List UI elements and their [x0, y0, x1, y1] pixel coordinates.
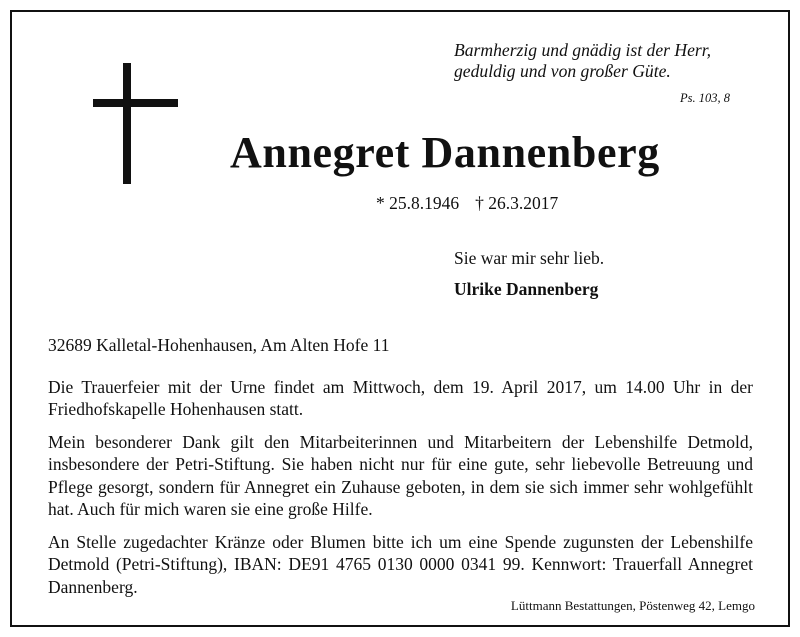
birth-date: * 25.8.1946 — [376, 193, 460, 213]
signature: Ulrike Dannenberg — [454, 279, 599, 299]
funeral-paragraph: Die Trauerfeier mit der Urne findet am Mittwoch, dem 19. April 2017, um 14.00 Uhr in der Friedhofskapelle Hohenhausen statt. — [48, 377, 753, 420]
funeral-home-footer: Lüttmann Bestattungen, Pöstenweg 42, Lemgo — [510, 598, 755, 613]
personal-message: Sie war mir sehr lieb. — [454, 248, 605, 268]
death-date: † 26.3.2017 — [475, 193, 559, 213]
thanks-paragraph: Mein besonderer Dank gilt den Mitarbeiterinnen und Mitarbeitern der Lebenshilfe Detmold, insbesondere der Petri-Stiftung. Sie haben nicht nur für eine gute, sehr liebevolle Betreuung und Pflege gesorgt, sondern für Annegret ein Zuhause geboten, in dem sie sich immer sehr wohlgefühlt hat. Auch für mich waren sie eine große Hilfe. — [48, 432, 753, 519]
cross-horizontal-bar — [93, 99, 178, 107]
mourner-address: 32689 Kalletal-Hohenhausen, Am Alten Hofe 11 — [48, 335, 390, 355]
donation-paragraph: An Stelle zugedachter Kränze oder Blumen bitte ich um eine Spende zugunsten der Lebenshilfe Detmold (Petri-Stiftung), IBAN: DE91 4765 0130 0000 0341 99. Kennwort: Trauerfall Annegret Dannenberg. — [48, 532, 753, 597]
bible-verse: Barmherzig und gnädig ist der Herr, geduldig und von großer Güte. — [454, 40, 712, 81]
verse-reference: Ps. 103, 8 — [680, 91, 730, 105]
deceased-name: Annegret Dannenberg — [230, 128, 660, 177]
cross-vertical-bar — [123, 63, 131, 184]
life-dates — [376, 191, 558, 215]
